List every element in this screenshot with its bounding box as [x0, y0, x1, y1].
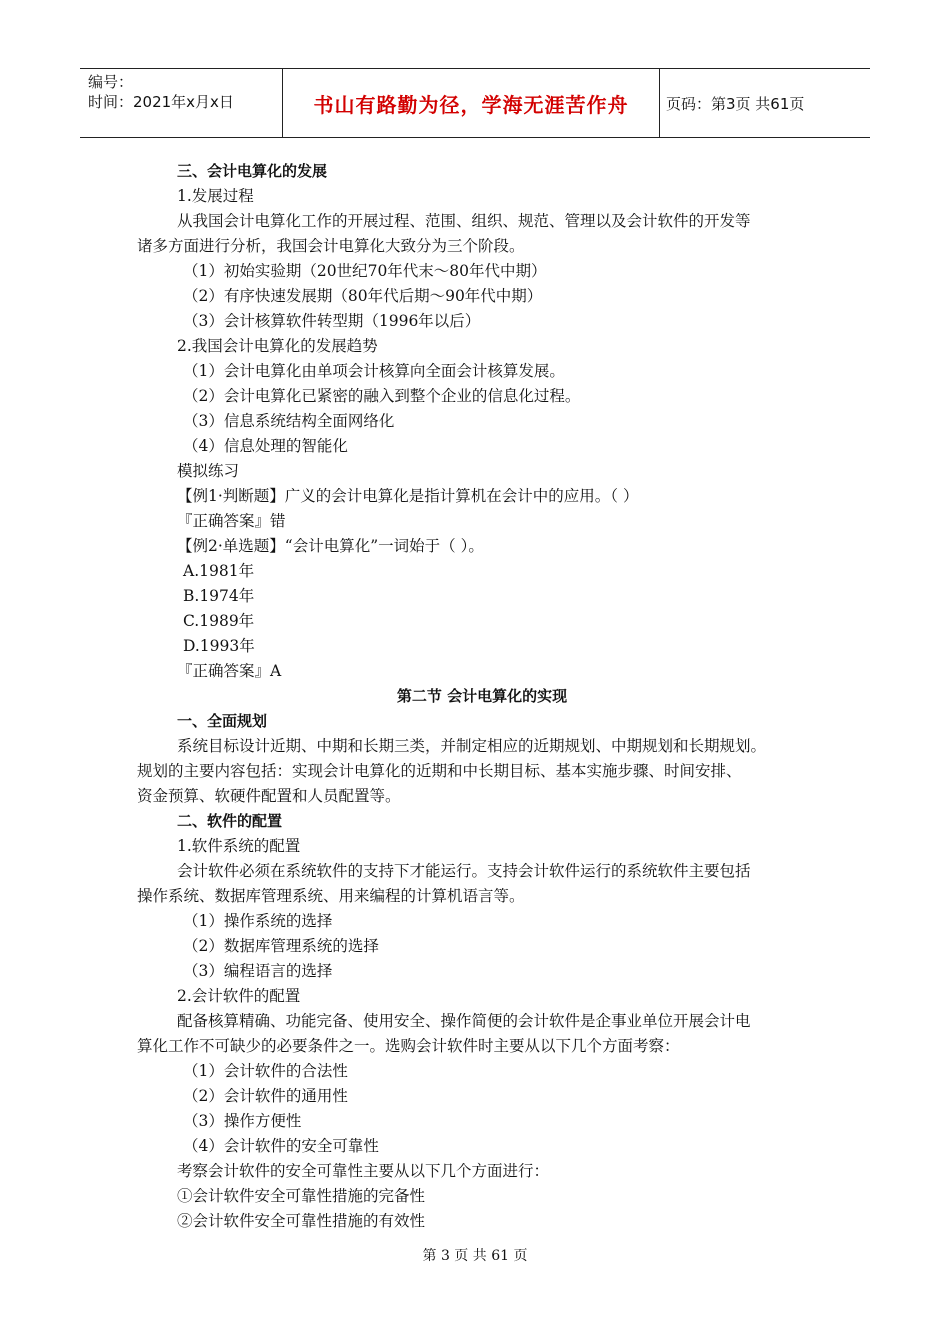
text-line: 『正确答案』错: [177, 512, 286, 530]
text-line: 规划的主要内容包括：实现会计电算化的近期和中长期目标、基本实施步骤、时间安排、: [137, 762, 742, 780]
text-line: 配备核算精确、功能完备、使用安全、操作简便的会计软件是企事业单位开展会计电: [177, 1012, 751, 1030]
header-info-cell: [80, 69, 282, 137]
text-line: （1）会计电算化由单项会计核算向全面会计核算发展。: [183, 362, 565, 380]
text-line: （2）有序快速发展期（80年代后期～90年代中期）: [183, 287, 543, 305]
text-line: 1.软件系统的配置: [177, 837, 301, 855]
text-line: （3）操作方便性: [183, 1112, 302, 1130]
section-heading: 三、会计电算化的发展: [177, 162, 328, 180]
text-line: （2）数据库管理系统的选择: [183, 937, 379, 955]
text-line: 考察会计软件的安全可靠性主要从以下几个方面进行：: [177, 1162, 550, 1180]
text-line: D.1993年: [183, 637, 255, 655]
document-body: [137, 159, 827, 1234]
document-number-label: 编号：: [88, 73, 134, 91]
text-line: ①会计软件安全可靠性措施的完备性: [177, 1187, 426, 1205]
page-code: 页码：第3页 共61页: [666, 94, 805, 113]
text-line: 从我国会计电算化工作的开展过程、范围、组织、规范、管理以及会计软件的开发等: [177, 212, 751, 230]
page-header: [80, 68, 870, 138]
text-line: 操作系统、数据库管理系统、用来编程的计算机语言等。: [137, 887, 525, 905]
text-line: 2.我国会计电算化的发展趋势: [177, 337, 378, 355]
header-motto-cell: [282, 69, 660, 137]
section-heading: 一、全面规划: [177, 712, 268, 730]
text-line: （4）会计软件的安全可靠性: [183, 1137, 379, 1155]
date-line: 时间：2021年x月x日: [88, 93, 234, 111]
section-heading: 二、软件的配置: [177, 812, 283, 830]
text-line: 模拟练习: [177, 462, 240, 480]
text-line: 算化工作不可缺少的必要条件之一。选购会计软件时主要从以下几个方面考察：: [137, 1037, 680, 1055]
text-line: B.1974年: [183, 587, 255, 605]
text-line: C.1989年: [183, 612, 255, 630]
text-line: 【例2·单选题】“会计电算化”一词始于（ ）。: [177, 537, 484, 555]
text-line: （1）会计软件的合法性: [183, 1062, 348, 1080]
text-line: 诸多方面进行分析，我国会计电算化大致分为三个阶段。: [137, 237, 525, 255]
text-line: （2）会计软件的通用性: [183, 1087, 348, 1105]
header-page-cell: [660, 69, 870, 137]
text-line: 会计软件必须在系统软件的支持下才能运行。支持会计软件运行的系统软件主要包括: [177, 862, 751, 880]
text-line: （1）初始实验期（20世纪70年代末～80年代中期）: [183, 262, 547, 280]
motto-text: 书山有路勤为径，学海无涯苦作舟: [313, 92, 629, 117]
text-line: ②会计软件安全可靠性措施的有效性: [177, 1212, 426, 1230]
text-line: （3）会计核算软件转型期（1996年以后）: [183, 312, 481, 330]
text-line: A.1981年: [183, 562, 255, 580]
text-line: （3）信息系统结构全面网络化: [183, 412, 395, 430]
text-line: 2.会计软件的配置: [177, 987, 301, 1005]
text-line: （2）会计电算化已紧密的融入到整个企业的信息化过程。: [183, 387, 581, 405]
text-line: 系统目标设计近期、中期和长期三类，并制定相应的近期规划、中期规划和长期规划。: [177, 737, 767, 755]
text-line: （3）编程语言的选择: [183, 962, 333, 980]
page-footer: 第 3 页 共 61 页: [422, 1248, 528, 1264]
text-line: 资金预算、软硬件配置和人员配置等。: [137, 787, 401, 805]
text-line: （4）信息处理的智能化: [183, 437, 348, 455]
text-line: （1）操作系统的选择: [183, 912, 333, 930]
text-line: 【例1·判断题】广义的会计电算化是指计算机在会计中的应用。（ ）: [177, 487, 639, 505]
text-line: 1.发展过程: [177, 187, 254, 205]
section-heading: 第二节 会计电算化的实现: [396, 687, 568, 705]
text-line: 『正确答案』A: [177, 662, 282, 680]
